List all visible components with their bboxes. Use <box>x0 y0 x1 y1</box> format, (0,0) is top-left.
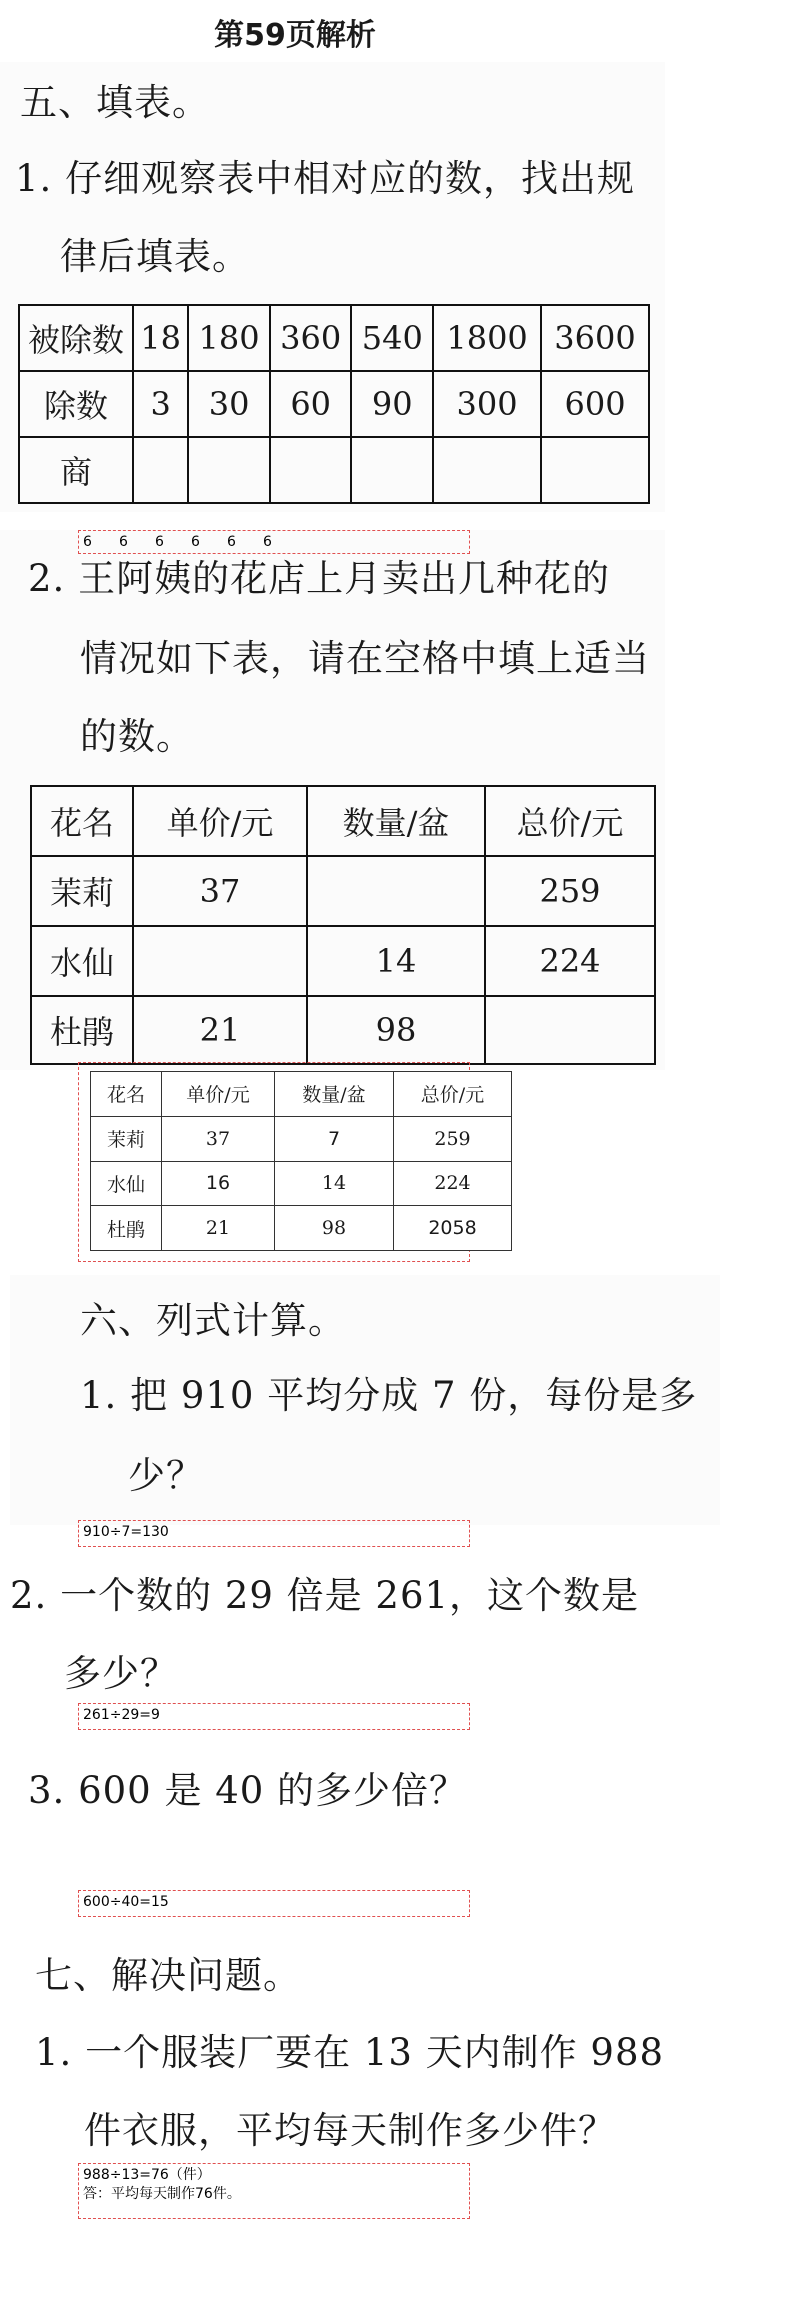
table-cell: 600 <box>541 371 649 437</box>
table-cell: 3600 <box>541 305 649 371</box>
table-cell <box>270 437 352 503</box>
table-cell: 37 <box>162 1116 275 1161</box>
table-cell: 30 <box>188 371 270 437</box>
table-cell: 224 <box>485 926 655 996</box>
s6-q2-line2: 多少？ <box>64 1652 178 1695</box>
table-cell: 数量/盆 <box>275 1072 394 1117</box>
table-cell: 除数 <box>19 371 133 437</box>
table-cell: 茉莉 <box>91 1116 162 1161</box>
answer-box-5: 600÷40=15 <box>78 1890 470 1917</box>
answer-box-4: 261÷29=9 <box>78 1703 470 1730</box>
table-cell <box>351 437 433 503</box>
answer-table-flowers <box>90 1071 512 1251</box>
table-cell: 3 <box>133 371 188 437</box>
table-cell: 花名 <box>31 786 133 856</box>
table-cell: 杜鹃 <box>31 996 133 1064</box>
table-cell: 98 <box>275 1206 394 1251</box>
table-cell: 300 <box>433 371 541 437</box>
table-cell: 90 <box>351 371 433 437</box>
q1-text-line2: 律后填表。 <box>60 235 250 278</box>
q2-text-line3: 的数。 <box>80 715 194 758</box>
table-cell: 总价/元 <box>394 1072 512 1117</box>
table-cell: 14 <box>275 1161 394 1206</box>
s6-q2-line1: 2. 一个数的 29 倍是 261，这个数是 <box>10 1574 640 1617</box>
table-cell: 60 <box>270 371 352 437</box>
section6-heading: 六、列式计算。 <box>80 1299 346 1342</box>
answer-digit: 6 <box>155 534 164 550</box>
table-cell: 2058 <box>394 1206 512 1251</box>
table-cell: 98 <box>307 996 485 1064</box>
table-cell: 7 <box>275 1116 394 1161</box>
table-cell: 水仙 <box>31 926 133 996</box>
table-cell: 21 <box>162 1206 275 1251</box>
table-cell: 37 <box>133 856 307 926</box>
table-cell: 180 <box>188 305 270 371</box>
table-cell: 259 <box>485 856 655 926</box>
table-cell: 水仙 <box>91 1161 162 1206</box>
s7-q1-line1: 1. 一个服装厂要在 13 天内制作 988 <box>35 2031 665 2074</box>
answer-digit: 6 <box>119 534 128 550</box>
table-cell: 259 <box>394 1116 512 1161</box>
q2-text-line1: 2. 王阿姨的花店上月卖出几种花的 <box>28 557 611 600</box>
section5-heading: 五、填表。 <box>20 81 210 124</box>
s6-q1-line2: 少？ <box>128 1454 204 1497</box>
answer-box-3: 910÷7=130 <box>78 1520 470 1547</box>
table-cell: 单价/元 <box>162 1072 275 1117</box>
table-cell <box>307 856 485 926</box>
table-cell: 1800 <box>433 305 541 371</box>
table-cell: 单价/元 <box>133 786 307 856</box>
table-cell: 花名 <box>91 1072 162 1117</box>
table-cell: 被除数 <box>19 305 133 371</box>
answer-digit: 6 <box>83 534 92 550</box>
answer-digit: 6 <box>263 534 272 550</box>
table-cell: 杜鹃 <box>91 1206 162 1251</box>
table-cell: 总价/元 <box>485 786 655 856</box>
s6-q1-line1: 1. 把 910 平均分成 7 份，每份是多 <box>80 1374 698 1417</box>
table-cell: 360 <box>270 305 352 371</box>
table-cell: 18 <box>133 305 188 371</box>
table-divide <box>18 304 650 504</box>
s6-q3-text: 3. 600 是 40 的多少倍？ <box>28 1769 468 1812</box>
table-cell: 茉莉 <box>31 856 133 926</box>
q1-text-line1: 1. 仔细观察表中相对应的数，找出规 <box>15 157 636 200</box>
answer-box-6 <box>78 2163 470 2219</box>
table-cell <box>433 437 541 503</box>
table-cell: 数量/盆 <box>307 786 485 856</box>
s7-q1-line2: 件衣服，平均每天制作多少件？ <box>84 2109 616 2152</box>
table-cell: 14 <box>307 926 485 996</box>
answer-line: 答：平均每天制作76件。 <box>83 2186 241 2202</box>
answer-digit: 6 <box>191 534 200 550</box>
answer-line: 988÷13=76（件） <box>83 2167 211 2183</box>
table-cell <box>133 926 307 996</box>
table-cell: 21 <box>133 996 307 1064</box>
table-cell <box>541 437 649 503</box>
section7-heading: 七、解决问题。 <box>35 1954 301 1997</box>
table-cell: 16 <box>162 1161 275 1206</box>
page-title: 第59页解析 <box>214 18 376 53</box>
q2-text-line2: 情况如下表，请在空格中填上适当 <box>80 637 650 680</box>
answer-digit: 6 <box>227 534 236 550</box>
table-cell <box>485 996 655 1064</box>
table-flowers <box>30 785 656 1065</box>
table-cell <box>133 437 188 503</box>
table-cell: 540 <box>351 305 433 371</box>
table-cell <box>188 437 270 503</box>
table-cell: 商 <box>19 437 133 503</box>
table-cell: 224 <box>394 1161 512 1206</box>
